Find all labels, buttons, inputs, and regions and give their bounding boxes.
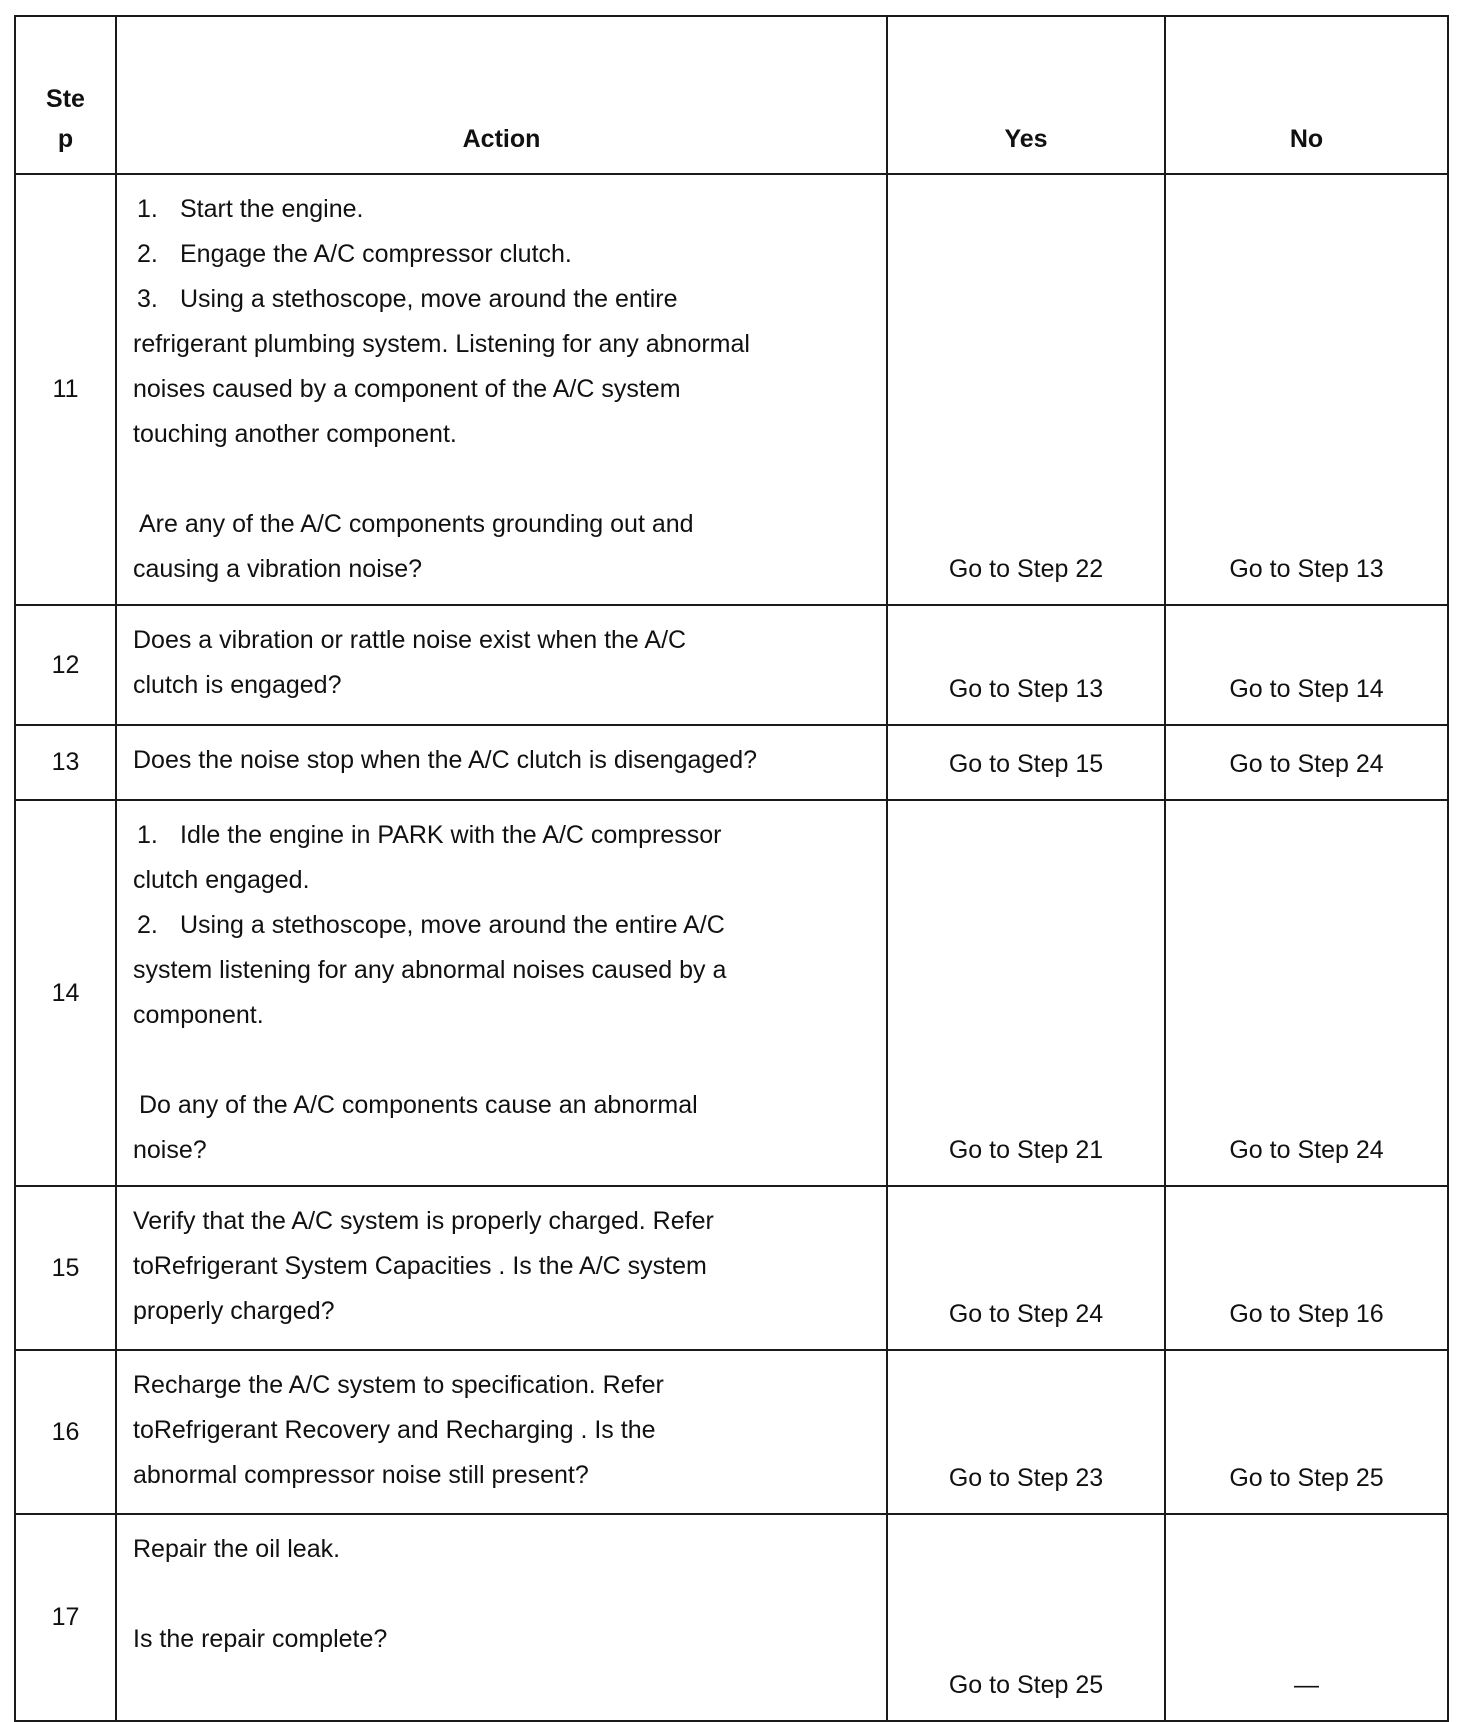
table-row-step-15 bbox=[15, 1186, 1448, 1350]
step-number: 12 bbox=[15, 605, 116, 725]
yes-result: Go to Step 13 bbox=[887, 605, 1165, 725]
action-cell bbox=[116, 1514, 887, 1721]
action-line: toRefrigerant Recovery and Recharging . Is the bbox=[133, 1416, 656, 1444]
action-line: component. bbox=[133, 1001, 264, 1029]
no-result: Go to Step 16 bbox=[1165, 1186, 1448, 1350]
action-item: Start the engine. bbox=[180, 195, 364, 223]
action-item: Idle the engine in PARK with the A/C compressor bbox=[180, 821, 722, 849]
diagnostic-table bbox=[14, 15, 1449, 1722]
header-action: Action bbox=[116, 16, 887, 174]
action-cell bbox=[116, 1186, 887, 1350]
step-number: 14 bbox=[15, 800, 116, 1186]
yes-result: Go to Step 21 bbox=[887, 800, 1165, 1186]
table-row-step-14 bbox=[15, 800, 1448, 1186]
header-no: No bbox=[1165, 16, 1448, 174]
action-line: Does a vibration or rattle noise exist when the A/C bbox=[133, 626, 687, 654]
action-line: system listening for any abnormal noises caused by a bbox=[133, 956, 727, 984]
yes-result: Go to Step 24 bbox=[887, 1186, 1165, 1350]
no-result: Go to Step 25 bbox=[1165, 1350, 1448, 1514]
yes-result: Go to Step 23 bbox=[887, 1350, 1165, 1514]
action-question: Are any of the A/C components grounding out and bbox=[139, 510, 694, 538]
no-result: Go to Step 24 bbox=[1165, 725, 1448, 800]
header-yes: Yes bbox=[887, 16, 1165, 174]
action-line: Recharge the A/C system to specification. Refer bbox=[133, 1371, 664, 1399]
table-row-step-13 bbox=[15, 725, 1448, 800]
action-cell: 1. Start the engine. 2. Engage the A/C compressor clutch. 3. Using a stethoscope, move around the entire refrigerant plumbing system. Listening for any abnormal noises caused by a component of the A/C system touching another component. Are any of the A/C components grounding out and causing a vibration noise? bbox=[116, 174, 887, 605]
action-question: noise? bbox=[133, 1136, 207, 1164]
action-line: abnormal compressor noise still present? bbox=[133, 1461, 589, 1489]
action-line: Verify that the A/C system is properly charged. Refer bbox=[133, 1207, 714, 1235]
action-line: noises caused by a component of the A/C system bbox=[133, 375, 681, 403]
header-step: Step bbox=[15, 16, 116, 174]
action-cell bbox=[116, 1350, 887, 1514]
no-result: — bbox=[1165, 1514, 1448, 1721]
no-result: Go to Step 14 bbox=[1165, 605, 1448, 725]
table-row-step-11 bbox=[15, 174, 1448, 605]
step-number: 16 bbox=[15, 1350, 116, 1514]
action-cell: 1. Idle the engine in PARK with the A/C compressor clutch engaged. 2. Using a stethoscope, move around the entire A/C system listening for any abnormal noises caused by a component. Do any of the A/C components cause an abnormal noise? bbox=[116, 800, 887, 1186]
action-cell bbox=[116, 725, 887, 800]
action-item: Using a stethoscope, move around the entire bbox=[180, 285, 678, 313]
action-line: properly charged? bbox=[133, 1297, 335, 1325]
action-line: touching another component. bbox=[133, 420, 457, 448]
action-question: causing a vibration noise? bbox=[133, 555, 423, 583]
no-result: Go to Step 13 bbox=[1165, 174, 1448, 605]
action-question: Is the repair complete? bbox=[133, 1625, 388, 1653]
step-number: 15 bbox=[15, 1186, 116, 1350]
no-result: Go to Step 24 bbox=[1165, 800, 1448, 1186]
action-line: Does the noise stop when the A/C clutch is disengaged? bbox=[133, 746, 758, 774]
table-row-step-17 bbox=[15, 1514, 1448, 1721]
action-item: Engage the A/C compressor clutch. bbox=[180, 240, 572, 268]
action-line: clutch is engaged? bbox=[133, 671, 342, 699]
table-row-step-12 bbox=[15, 605, 1448, 725]
action-item: Using a stethoscope, move around the entire A/C bbox=[180, 911, 725, 939]
action-question: Do any of the A/C components cause an abnormal bbox=[139, 1091, 698, 1119]
step-number: 17 bbox=[15, 1514, 116, 1721]
step-number: 11 bbox=[15, 174, 116, 605]
header-row bbox=[15, 16, 1448, 174]
action-line: refrigerant plumbing system. Listening for any abnormal bbox=[133, 330, 750, 358]
action-line: Repair the oil leak. bbox=[133, 1535, 341, 1563]
action-line: clutch engaged. bbox=[133, 866, 310, 894]
yes-result: Go to Step 15 bbox=[887, 725, 1165, 800]
action-line: toRefrigerant System Capacities . Is the A/C system bbox=[133, 1252, 707, 1280]
yes-result: Go to Step 22 bbox=[887, 174, 1165, 605]
yes-result: Go to Step 25 bbox=[887, 1514, 1165, 1721]
table-row-step-16 bbox=[15, 1350, 1448, 1514]
action-cell bbox=[116, 605, 887, 725]
step-number: 13 bbox=[15, 725, 116, 800]
